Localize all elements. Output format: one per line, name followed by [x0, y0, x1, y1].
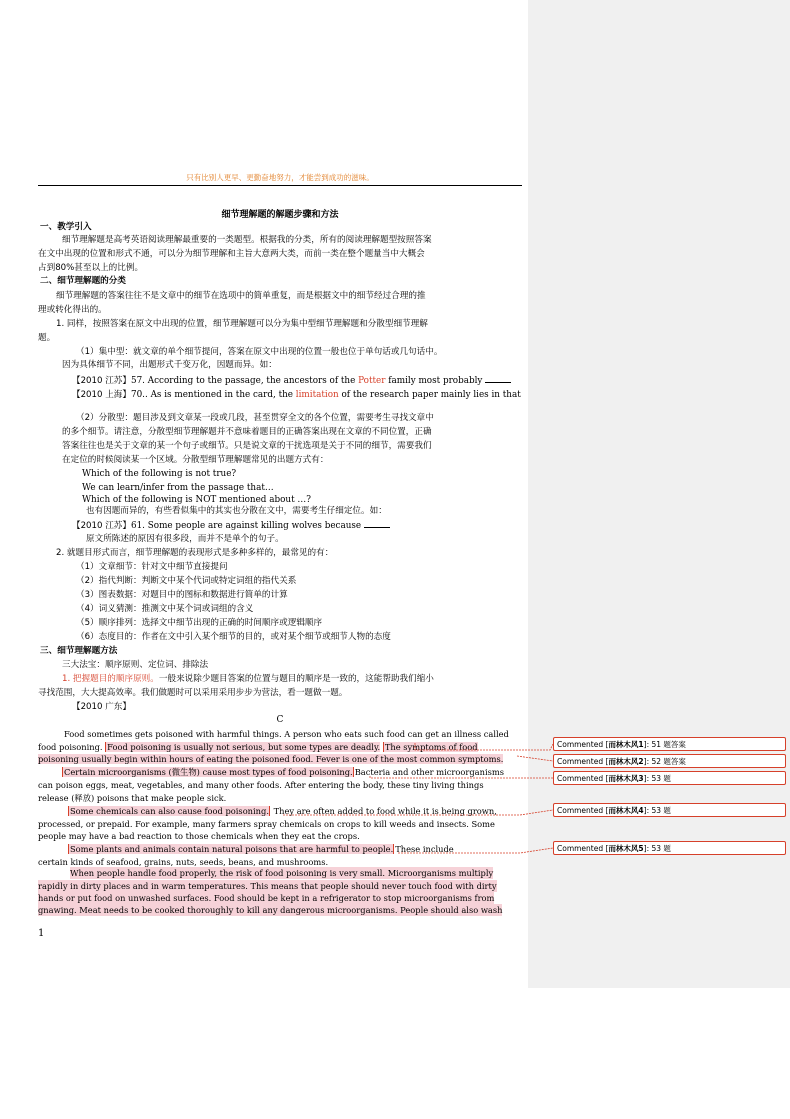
- list-item: （6）态度目的：作者在文中引入某个细节的目的，或对某个细节或细节人物的态度: [76, 632, 391, 642]
- comment-1[interactable]: Commented [而林木风1]: 51 题答案: [553, 737, 786, 751]
- paragraph-line: 三大法宝：顺序原则、定位词、排除法: [62, 660, 209, 670]
- passage-line-highlighted: gnawing. Meat needs to be cooked thoroughly to kill any dangerous microorganisms. People should also wash: [38, 905, 503, 915]
- commented-text-1[interactable]: Food poisoning is usually not serious, but some types are deadly.: [107, 742, 381, 752]
- paragraph-line: 细节理解题的答案往往不是文章中的细节在选项中的简单重复，而是根据文中的细节经过合理的推: [56, 291, 426, 301]
- section-heading-1: 一、教学引入: [40, 222, 92, 232]
- paragraph-line: 1. 把握题目的顺序原则。一般来说除少题目答案的位置与题目的顺序是一致的，这能帮助我们缩小: [62, 674, 434, 684]
- paragraph-line: 题。: [38, 333, 56, 343]
- commented-text-3[interactable]: Certain microorganisms (微生物) cause most types of food poisoning.: [64, 767, 353, 777]
- passage-line: Certain microorganisms (微生物) cause most types of food poisoning. Bacteria and other microorganisms: [64, 767, 504, 777]
- answer-blank: [364, 519, 390, 528]
- passage-line: Some plants and animals contain natural poisons that are harmful to people. These include: [70, 844, 454, 854]
- passage-line-highlighted: rapidly in dirty places and in warm temperatures. This means that people should never touch food with dirty: [38, 881, 497, 891]
- list-item: （2）指代判断：判断文中某个代词或特定词组的指代关系: [76, 576, 297, 586]
- example-2010-shanghai-70: 【2010 上海】70.. As is mentioned in the card, the limitation of the research paper mainly lies in that: [72, 390, 521, 400]
- passage-line: food poisoning. Food poisoning is usually not serious, but some types are deadly. The symptoms of food: [38, 742, 478, 752]
- question-form-1: Which of the following is not true?: [82, 469, 237, 479]
- paragraph-line: 占到80%甚至以上的比例。: [38, 263, 144, 273]
- paragraph-line: 理或转化得出的。: [38, 305, 107, 315]
- answer-blank: [485, 374, 511, 383]
- paragraph-line: 答案往往也是关于文章的某一个句子或细节。只是说文章的干扰选项是关于不同的细节，需要我们: [62, 441, 432, 451]
- paragraph-line: 2. 就题目形式而言，细节理解题的表现形式是多种多样的，最常见的有：: [56, 548, 334, 558]
- paragraph-line: 在文中出现的位置和形式不通，可以分为细节理解和主旨大意两大类，而前一类在整个题量当中大概会: [38, 249, 425, 259]
- paragraph-line: （2）分散型：题目涉及到文章某一段或几段，甚至贯穿全文的各个位置，需要考生寻找文章中: [76, 413, 434, 423]
- paragraph-line: 【2010 广东】: [72, 702, 131, 712]
- question-form-2: We can learn/infer from the passage that…: [82, 483, 274, 493]
- paragraph-line: 寻找范围，大大提高效率。我们做题时可以采用采用步步为营法，看一题做一题。: [38, 688, 348, 698]
- comment-3[interactable]: Commented [而林木风3]: 53 题: [553, 771, 786, 785]
- paragraph-line: 在定位的时候阅读某一个区域。分散型细节理解题常见的出题方式有：: [62, 455, 329, 465]
- example-2010-jiangsu-61: 【2010 江苏】61. Some people are against killing wolves because: [72, 519, 390, 532]
- passage-line-highlighted: When people handle food properly, the risk of food poisoning is very small. Microorganisms multiply: [70, 868, 494, 878]
- passage-letter: C: [276, 715, 284, 725]
- passage-line: release (释放) poisons that make people sick.: [38, 793, 227, 803]
- passage-line: Some chemicals can also cause food poisoning. They are often added to food while it is being grown,: [70, 806, 497, 816]
- section-heading-2: 二、细节理解题的分类: [40, 276, 126, 286]
- passage-line: people may have a bad reaction to those chemicals when they eat the crops.: [38, 831, 360, 841]
- comment-4[interactable]: Commented [而林木风4]: 53 题: [553, 803, 786, 817]
- section-heading-3: 三、细节理解题方法: [40, 646, 118, 656]
- paragraph-line: 也有因题而异的，有些看似集中的其实也分散在文中，需要考生仔细定位。如：: [86, 506, 387, 516]
- passage-line: [38, 753, 503, 765]
- passage-line: Food sometimes gets poisoned with harmful things. A person who eats such food can get an illness called: [64, 729, 509, 739]
- commented-text-2[interactable]: The symptoms of food: [384, 742, 478, 752]
- paragraph-line: （1）集中型：就文章的单个细节提问，答案在原文中出现的位置一般也位于单句话或几句话中。: [76, 347, 443, 357]
- comment-5[interactable]: Commented [而林木风5]: 53 题: [553, 841, 786, 855]
- list-item: （1）文章细节：针对文中细节直接提问: [76, 562, 228, 572]
- commented-text-2-cont[interactable]: poisoning usually begin within hours of eating the poisoned food. Fever is one of the most common symptoms.: [38, 754, 504, 764]
- paragraph-line: 原文所陈述的原因有很多段，而并不是单个的句子。: [86, 534, 284, 544]
- header-motto: 只有比别人更早、更勤奋地努力，才能尝到成功的滋味。: [186, 173, 374, 182]
- commented-text-5[interactable]: Some plants and animals contain natural poisons that are harmful to people.: [70, 844, 394, 854]
- paragraph-line: 细节理解题是高考英语阅读理解最重要的一类题型。根据我的分类，所有的阅读理解题型按照答案: [62, 235, 432, 245]
- commented-text-4[interactable]: Some chemicals can also cause food poisoning.: [70, 806, 269, 816]
- paragraph-line: 1. 同样，按照答案在原文中出现的位置，细节理解题可以分为集中型细节理解题和分散型细节理解: [56, 319, 428, 329]
- comment-pane: [528, 0, 790, 988]
- comment-2[interactable]: Commented [而林木风2]: 52 题答案: [553, 754, 786, 768]
- list-item: （4）词义猜测：推测文中某个词或词组的含义: [76, 604, 254, 614]
- example-2010-jiangsu-57: 【2010 江苏】57. According to the passage, the ancestors of the Potter family most probably: [72, 374, 511, 387]
- passage-line: certain kinds of seafood, grains, nuts, seeds, beans, and mushrooms.: [38, 857, 329, 867]
- question-form-3: Which of the following is NOT mentioned about …?: [82, 495, 311, 505]
- list-item: （5）顺序排列：选择文中细节出现的正确的时间顺序或逻辑顺序: [76, 618, 323, 628]
- passage-line-highlighted: hands or put food on unwashed surfaces. Food should be kept in a refrigerator to stop microorganisms from: [38, 893, 495, 903]
- list-item: （3）图表数据：对题目中的图标和数据进行简单的计算: [76, 590, 288, 600]
- passage-line: processed, or prepaid. For example, many farmers spray chemicals on crops to kill weeds and insects. Some: [38, 819, 495, 829]
- header-rule: [38, 185, 522, 186]
- paragraph-line: 的多个细节。请注意，分散型细节理解题并不意味着题目的正确答案出现在文章的不同位置，正确: [62, 427, 432, 437]
- page-number: 1: [38, 928, 45, 939]
- paragraph-line: 因为具体细节不同，出题形式千变万化，因题而异。如：: [62, 360, 277, 370]
- passage-line: can poison eggs, meat, vegetables, and many other foods. After entering the body, these tiny living things: [38, 780, 484, 790]
- document-title: 细节理解题的解题步骤和方法: [221, 210, 339, 220]
